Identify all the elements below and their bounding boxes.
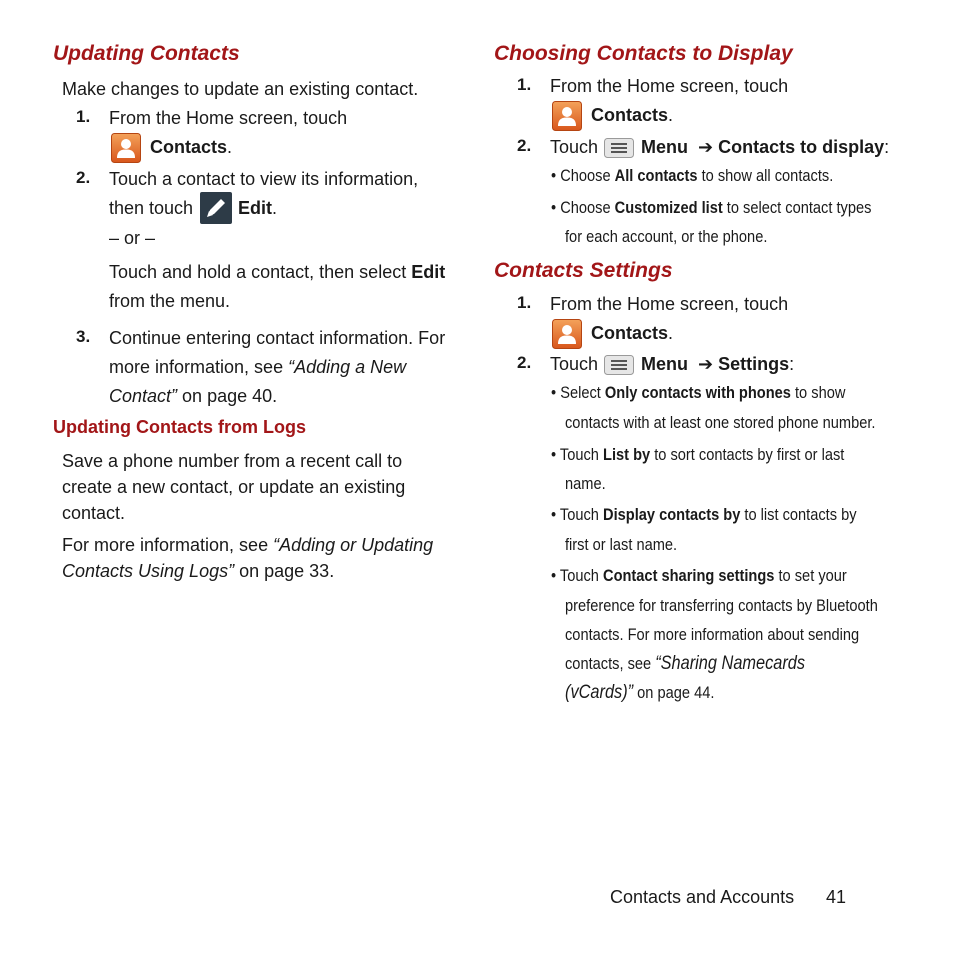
bullet-item: • Select Only contacts with phones to show (551, 383, 846, 402)
step-number: 2. (76, 168, 91, 187)
contacts-label: Contacts (591, 323, 669, 343)
step-number: 1. (517, 293, 532, 312)
bullet-text-part: on page 44. (637, 683, 715, 702)
step-text: Contacts. (591, 323, 674, 343)
intro-text: Make changes to update an existing contact. (62, 79, 419, 99)
step-text: Contacts. (150, 137, 233, 157)
edit-label: Edit (411, 262, 446, 282)
step-text (109, 260, 445, 284)
heading-choosing-contacts-to-display: Choosing Contacts to Display (494, 42, 793, 65)
contacts-app-icon (111, 133, 141, 163)
pencil-edit-icon (200, 192, 232, 224)
bullet-text: Choose (560, 166, 611, 185)
body-text: create a new contact, or update an existing (62, 477, 406, 497)
bullet-text: preference for transferring contacts by Bluetooth (565, 596, 878, 615)
bullet-item: • Choose Customized list to select contact types (551, 198, 872, 217)
menu-label: Menu (641, 354, 688, 374)
menu-target-label: Contacts to display (718, 137, 885, 157)
option-label: List by (603, 445, 651, 464)
option-label: All contacts (614, 166, 698, 185)
menu-key-icon (604, 138, 634, 158)
bullet-text: name. (565, 474, 606, 493)
heading-updating-contacts-from-logs: Updating Contacts from Logs (53, 417, 306, 437)
bullet-text: to show all contacts. (701, 166, 834, 185)
bullet-text (565, 652, 805, 676)
option-label: Customized list (614, 198, 723, 217)
bullet-text: to set your (778, 566, 847, 585)
option-label: Only contacts with phones (604, 383, 791, 402)
step-text-part: more information, see (109, 357, 284, 377)
cross-reference-link[interactable]: Contacts Using Logs” (62, 561, 235, 581)
cross-reference-link[interactable]: Contact” (109, 386, 178, 406)
step-text: from the menu. (109, 291, 231, 311)
bullet-text: Touch (559, 445, 599, 464)
cross-reference-link[interactable]: “Sharing Namecards (655, 653, 806, 674)
cross-reference-link[interactable]: “Adding a New (288, 357, 407, 377)
step-text: Continue entering contact information. For (109, 328, 446, 348)
edit-label: Edit (238, 198, 272, 218)
step-text: Edit. (238, 198, 278, 218)
bullet-text: to list contacts by (744, 505, 857, 524)
arrow-icon: ➔ (698, 354, 714, 374)
bullet-text: contacts. For more information about sending (565, 625, 860, 644)
bullet-item: • Touch Display contacts by to list contacts by (551, 505, 857, 524)
contacts-app-icon (552, 319, 582, 349)
step-number: 1. (76, 107, 91, 126)
step-text: From the Home screen, touch (550, 294, 789, 314)
step-number: 2. (517, 353, 532, 372)
menu-label: Menu (641, 137, 688, 157)
heading-updating-contacts: Updating Contacts (53, 42, 240, 65)
step-number: 2. (517, 136, 532, 155)
step-text: Touch a contact to view its information, (109, 169, 419, 189)
option-label: Display contacts by (603, 505, 741, 524)
bullet-text-part: contacts, see (565, 654, 652, 673)
footer-section-title: Contacts and Accounts (610, 887, 795, 907)
step-text-part: on page 40. (182, 386, 278, 406)
body-text: Save a phone number from a recent call to (62, 451, 403, 471)
bullet-text: contacts with at least one stored phone number. (565, 413, 876, 432)
bullet-text: to select contact types (726, 198, 872, 217)
bullet-text: for each account, or the phone. (565, 227, 768, 246)
step-text (109, 355, 406, 379)
option-label: Contact sharing settings (603, 566, 775, 585)
bullet-text: Touch (559, 505, 599, 524)
page-number: 41 (826, 887, 847, 907)
hold-text: Touch and hold a contact, then select (109, 262, 407, 282)
step-text: Menu ➔ Settings: (641, 354, 795, 374)
body-text-part: For more information, see (62, 535, 269, 555)
body-text (62, 559, 334, 583)
bullet-item: • Touch List by to sort contacts by first or last (551, 445, 845, 464)
bullet-text (565, 681, 714, 705)
step-text: From the Home screen, touch (109, 108, 348, 128)
contacts-label: Contacts (150, 137, 228, 157)
bullet-text: first or last name. (565, 535, 678, 554)
bullet-text: to show (794, 383, 846, 402)
or-separator: – or – (109, 228, 156, 248)
step-number: 1. (517, 75, 532, 94)
body-text-part: on page 33. (239, 561, 335, 581)
bullet-text: Select (560, 383, 601, 402)
body-text: contact. (62, 503, 126, 523)
step-text: Touch (550, 354, 599, 374)
bullet-text: Touch (559, 566, 599, 585)
menu-key-icon (604, 355, 634, 375)
bullet-text: to sort contacts by first or last (654, 445, 845, 464)
bullet-item: • Touch Contact sharing settings to set your (551, 566, 847, 585)
arrow-icon: ➔ (698, 137, 714, 157)
body-text (62, 533, 433, 557)
step-text (109, 384, 277, 408)
cross-reference-link[interactable]: (vCards)” (565, 682, 634, 703)
bullet-text: Choose (560, 198, 611, 217)
step-text: then touch (109, 198, 194, 218)
contacts-app-icon (552, 101, 582, 131)
bullet-item: • Choose All contacts to show all contacts. (551, 166, 834, 185)
step-text: From the Home screen, touch (550, 76, 789, 96)
contacts-label: Contacts (591, 105, 669, 125)
menu-target-label: Settings (718, 354, 790, 374)
step-text: Touch (550, 137, 599, 157)
step-text: Menu ➔ Contacts to display: (641, 137, 890, 157)
heading-contacts-settings: Contacts Settings (494, 259, 673, 282)
cross-reference-link[interactable]: “Adding or Updating (273, 535, 434, 555)
step-text: Contacts. (591, 105, 674, 125)
step-number: 3. (76, 327, 91, 346)
